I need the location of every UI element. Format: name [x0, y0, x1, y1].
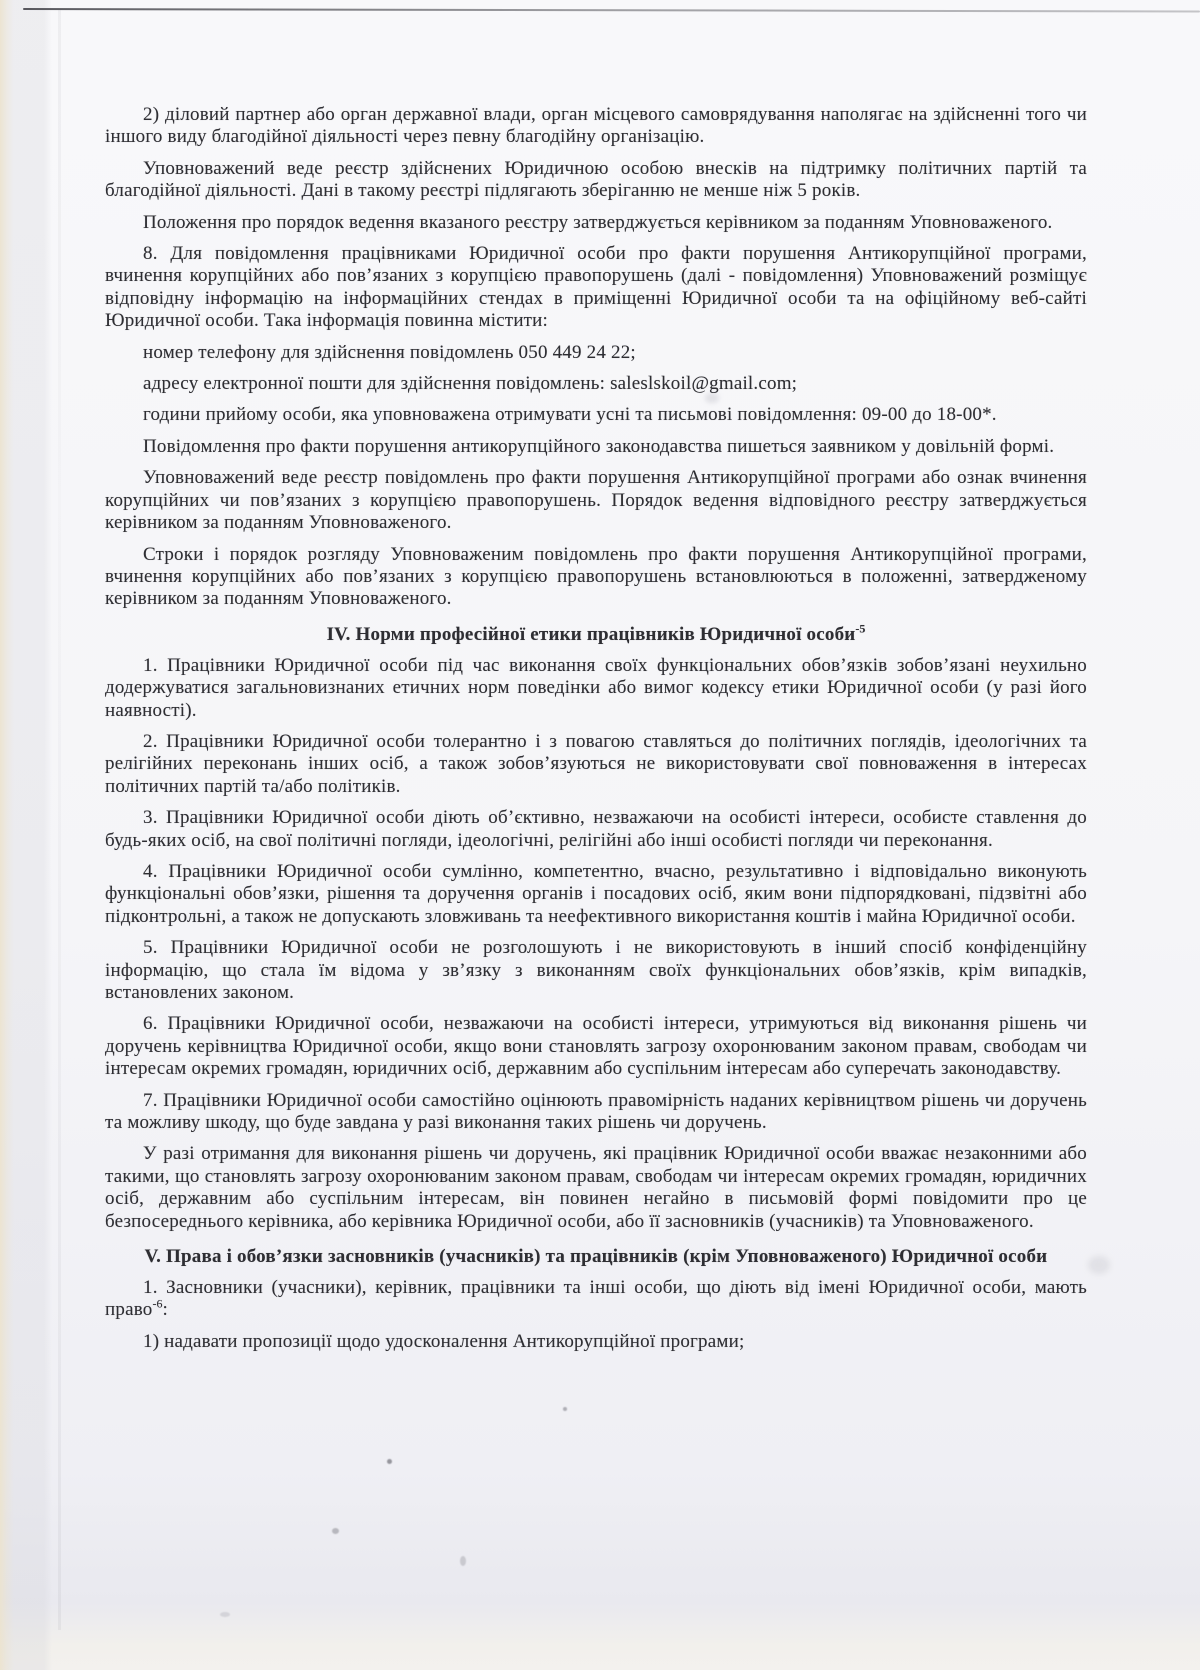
paragraph-text: 2) діловий партнер або орган державної влади, орган місцевого самоврядування наполягає на здійсненні того чи іншого виду благодійної діяльності через певну благодійну організацію.	[105, 104, 1087, 148]
scan-artifact-left-shadow	[58, 10, 61, 1630]
paragraph	[105, 404, 1087, 426]
paragraph	[105, 544, 1087, 611]
scan-artifact-top-line	[23, 8, 1200, 12]
paragraph	[105, 212, 1087, 234]
paragraph	[105, 104, 1087, 149]
paragraph	[105, 1331, 1087, 1353]
paragraph-text: 4. Працівники Юридичної особи сумлінно, компетентно, вчасно, результативно і відповідально виконують функціональні обов’язки, рішення та доручення органів і посадових осіб, яким вони підпорядковані, підзвітні або підконтрольні, а також не допускають зловживань та неефективного використання коштів і майна Юридичної особи.	[105, 860, 1087, 927]
paragraph-text: 1) надавати пропозиції щодо удосконалення Антикорупційної програми;	[143, 1330, 745, 1352]
section-heading	[105, 1245, 1087, 1268]
scan-speck	[332, 1528, 339, 1534]
paragraph-text: 1. Засновники (учасники), керівник, працівники та інші особи, що діють від імені Юридичної особи, мають право	[105, 1277, 1087, 1321]
paragraph	[105, 342, 1087, 364]
paragraph	[105, 731, 1087, 798]
paragraph	[105, 861, 1087, 928]
section-heading-text: V. Права і обов’язки засновників (учасників) та працівників (крім Уповноваженого) Юридичної особи	[144, 1246, 1048, 1268]
paragraph-text: адресу електронної пошти для здійснення повідомлень: saleslskoil@gmail.com;	[143, 373, 798, 395]
paragraph-text: 6. Працівники Юридичної особи, незважаючи на особисті інтереси, утримуються від виконання рішень чи доручень керівництва Юридичної особи, якщо вони становлять загрозу охоронюваним законом правам, свободам чи інтересам окремих громадян, юридичних осіб, державним або суспільним інтересам або суперечать законодавству.	[105, 1013, 1087, 1080]
scan-speck	[460, 1556, 466, 1566]
paragraph-text: номер телефону для здійснення повідомлень 050 449 24 22;	[143, 341, 636, 363]
paragraph	[105, 1143, 1087, 1233]
paragraph-text: Уповноважений веде реєстр здійснених Юридичною особою внесків на підтримку політичних партій та благодійної діяльності. Дані в такому реєстрі підлягають зберіганню не менше ніж 5 років.	[105, 157, 1087, 202]
paragraph-text: Повідомлення про факти порушення антикорупційного законодавства пишеться заявником у довільній формі.	[143, 435, 1055, 457]
paragraph-text: 8. Для повідомлення працівниками Юридичної особи про факти порушення Антикорупційної програми, вчинення корупційних або пов’язаних з корупцією правопорушень (далі - повідомлення) Уповноважений розміщує відповідну інформацію на інформаційних стендах в приміщенні Юридичної особи та на офіційному веб-сайті Юридичної особи. Така інформація повинна містити:	[105, 243, 1087, 332]
footnote-marker: -5	[855, 621, 866, 636]
paragraph	[105, 1013, 1087, 1080]
paragraph-text-after: :	[162, 1299, 168, 1321]
paragraph-text: 3. Працівники Юридичної особи діють об’єктивно, незважаючи на особисті інтереси, особисте ставлення до будь-яких осіб, на свої політичні погляди, ідеологічні, релігійні або інші особисті погляди чи переконання.	[105, 807, 1087, 851]
paragraph-text: Уповноважений веде реєстр повідомлень про факти порушення Антикорупційної програми або ознак вчинення корупційних чи пов’язаних з корупцією правопорушень. Порядок ведення відповідного реєстру затверджується керівником за поданням Уповноваженого.	[105, 467, 1087, 534]
paragraph	[105, 937, 1087, 1004]
paragraph	[105, 243, 1087, 333]
section-heading	[105, 623, 1087, 646]
section-heading-text: IV. Норми професійної етики працівників Юридичної особи	[326, 623, 856, 645]
footnote-marker: -6	[152, 1297, 163, 1312]
document-body	[105, 104, 1087, 1353]
paragraph-text: Положення про порядок ведення вказаного реєстру затверджується керівником за поданням Уповноваженого.	[143, 211, 1053, 233]
paragraph	[105, 158, 1087, 203]
paragraph	[105, 467, 1087, 534]
paragraph-text: години прийому особи, яка уповноважена отримувати усні та письмові повідомлення: 09-00 до 18-00*.	[143, 404, 997, 426]
scan-speck	[220, 1612, 230, 1617]
paragraph	[105, 1090, 1087, 1135]
paragraph-text: Строки і порядок розгляду Уповноваженим повідомлень про факти порушення Антикорупційної програми, вчинення корупційних або пов’язаних з корупцією правопорушень встановлюються в положенні, затвердженому керівником за поданням Уповноваженого.	[105, 543, 1087, 610]
paragraph	[105, 373, 1087, 395]
paragraph-text: 1. Працівники Юридичної особи під час виконання своїх функціональних обов’язків зобов’язані неухильно додержуватися загальновизнаних етичних норм поведінки або вимог кодексу етики Юридичної особи (у разі його наявності).	[105, 654, 1087, 721]
scan-speck	[1088, 1256, 1110, 1274]
scan-speck	[563, 1407, 567, 1411]
paragraph-text: 7. Працівники Юридичної особи самостійно оцінюють правомірність наданих керівництвом рішень чи доручень та можливу шкоду, що буде завдана у разі виконання таких рішень чи доручень.	[105, 1089, 1087, 1134]
paragraph-text: У разі отримання для виконання рішень чи доручень, які працівник Юридичної особи вважає незаконними або такими, що становлять загрозу охоронюваним законом правам, свободам чи інтересам окремих громадян, юридичних осіб, державним або суспільним інтересам, він повинен негайно в письмовій формі повідомити про це безпосереднього керівника, або керівника Юридичної особи, або її засновників (учасників) та Уповноваженого.	[105, 1143, 1087, 1232]
paragraph	[105, 436, 1087, 458]
paragraph-text: 2. Працівники Юридичної особи толерантно і з повагою ставляться до політичних поглядів, ідеологічних та релігійних переконань інших осіб, а також зобов’язуються не використовувати свої повноваження в інтересах політичних партій та/або політиків.	[105, 730, 1087, 797]
paragraph	[105, 655, 1087, 722]
paragraph	[105, 1277, 1087, 1322]
scan-speck	[387, 1459, 392, 1464]
paragraph-text: 5. Працівники Юридичної особи не розголошують і не використовують в інший спосіб конфіденційну інформацію, що стала їм відома у зв’язку з виконанням своїх функціональних обов’язків, крім випадків, встановлених законом.	[105, 937, 1087, 1003]
paragraph	[105, 807, 1087, 852]
